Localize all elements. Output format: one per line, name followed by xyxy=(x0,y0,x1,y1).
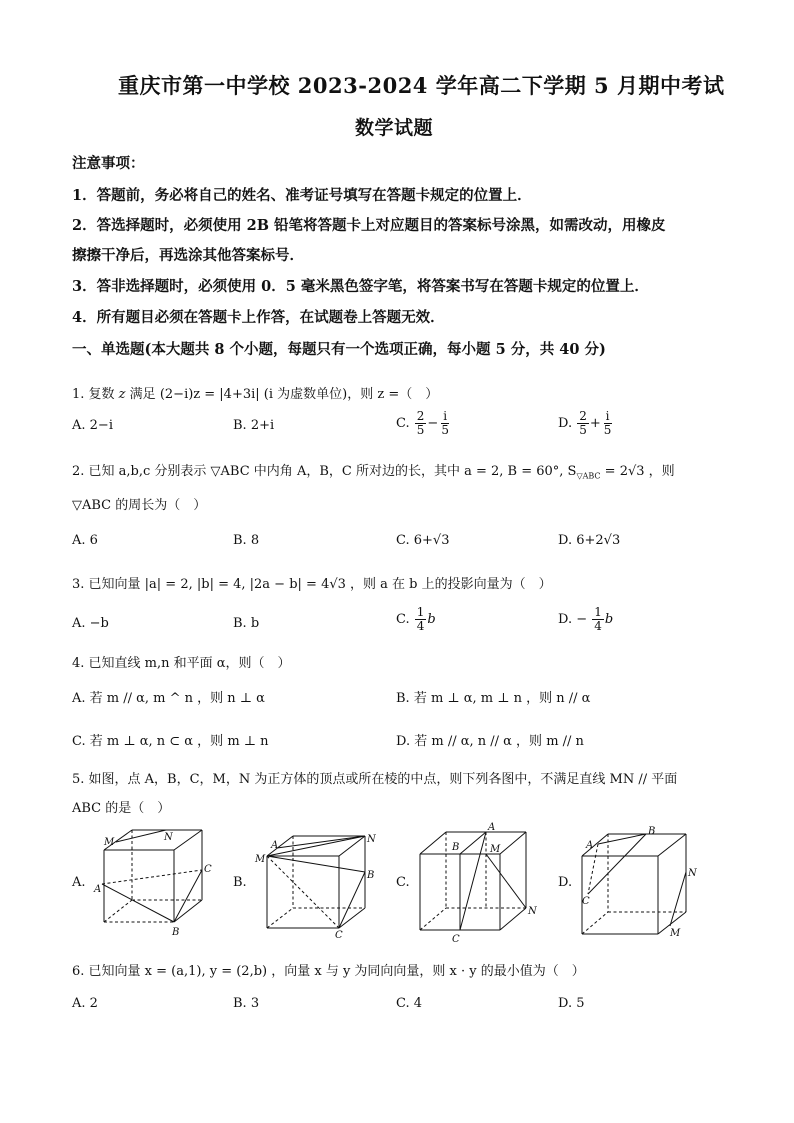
q3-d-vec: b xyxy=(604,612,614,627)
q5a-label-n: N xyxy=(164,832,173,843)
q1-var-z: z xyxy=(114,387,130,402)
q5a-label-a: A xyxy=(94,884,102,895)
q2-option-c[interactable]: C. 6+√3 xyxy=(396,533,450,548)
q5b-label-c: C xyxy=(335,930,343,941)
note-item-3: 3．答非选择题时，必须使用 0．5 毫米黑色签字笔，将答案书写在答题卡规定的位置上． xyxy=(72,278,649,295)
question-4: 4. 已知直线 m,n 和平面 α，则（ ） xyxy=(72,656,291,671)
q5d-label-n: N xyxy=(688,868,697,879)
section-heading: 一、单选题(本大题共 8 个小题，每题只有一个选项正确，每小题 5 分，共 40 分) xyxy=(72,341,606,358)
q3-option-a[interactable]: A. −b xyxy=(72,616,109,631)
q2-option-d[interactable]: D. 6+2√3 xyxy=(558,533,621,548)
q5a-label-m: M xyxy=(104,837,115,848)
q2-text-end: = 2√3 ，则 xyxy=(600,464,675,479)
q1-c-frac-2: $\frac{i}{5}$ xyxy=(441,409,449,437)
q1-option-b[interactable]: B. 2+i xyxy=(233,418,275,433)
q5-option-d[interactable]: D. xyxy=(558,875,573,890)
q4-option-a[interactable]: A. 若 m // α, m ^ n ，则 n ⊥ α xyxy=(72,691,265,706)
q5b-label-b: B xyxy=(367,870,375,881)
q5c-label-m: M xyxy=(490,844,501,855)
q2-subscript: ▽ABC xyxy=(576,471,601,481)
q1-stem-b: 满足 xyxy=(129,387,156,402)
q5a-label-b: B xyxy=(172,927,180,938)
q4-option-d[interactable]: D. 若 m // α, n // α ，则 m // n xyxy=(396,734,584,749)
q4-option-b[interactable]: B. 若 m ⊥ α, m ⊥ n ，则 n // α xyxy=(396,691,591,706)
question-1 xyxy=(72,383,438,402)
q1-d-op: + xyxy=(589,416,601,431)
q5-figure-b xyxy=(255,828,385,941)
q1-option-d-label: D. xyxy=(558,416,573,431)
question-5-line-2: ABC 的是（ ） xyxy=(72,801,171,816)
exam-subtitle: 数学试题 xyxy=(355,117,434,139)
q6-option-c[interactable]: C. 4 xyxy=(396,996,423,1011)
note-item-4: 4．所有题目必须在答题卡上作答，在试题卷上答题无效． xyxy=(72,309,445,326)
exam-title: 重庆市第一中学校 2023-2024 学年高二下学期 5 月期中考试 xyxy=(118,73,725,98)
q3-option-d-label: D. − xyxy=(558,612,588,627)
question-2-line-1 xyxy=(72,460,675,481)
q5d-label-a: A xyxy=(586,840,594,851)
q3-option-d[interactable] xyxy=(558,606,613,633)
q6-option-d[interactable]: D. 5 xyxy=(558,996,585,1011)
q5-figure-a xyxy=(92,822,222,938)
q5c-label-a: A xyxy=(488,822,496,833)
q3-option-c[interactable] xyxy=(396,606,436,633)
q1-stem-a: 1. 复数 xyxy=(72,387,115,402)
q1-stem-c: (i 为虚数单位)，则 z =（ ） xyxy=(263,387,439,402)
q3-option-c-label: C. xyxy=(396,612,410,627)
q1-option-c[interactable] xyxy=(396,410,452,437)
q5-option-c[interactable]: C. xyxy=(396,875,410,890)
q1-option-c-label: C. xyxy=(396,416,410,431)
q5a-label-c: C xyxy=(204,864,212,875)
q1-c-frac-1: $\frac{2}{5}$ xyxy=(416,409,425,437)
q5c-label-b: B xyxy=(452,842,460,853)
q3-c-frac: $\frac{1}{4}$ xyxy=(416,605,425,633)
notes-heading: 注意事项： xyxy=(72,155,145,172)
q5c-label-c: C xyxy=(452,934,460,945)
q5d-label-c: C xyxy=(582,896,590,907)
note-item-1: 1．答题前，务必将自己的姓名、准考证号填写在答题卡规定的位置上． xyxy=(72,187,532,204)
q1-d-frac-1: $\frac{2}{5}$ xyxy=(579,409,587,437)
q5-figure-c xyxy=(414,822,544,945)
q3-d-frac: $\frac{1}{4}$ xyxy=(594,605,602,633)
q2-option-b[interactable]: B. 8 xyxy=(233,533,260,548)
q1-c-op: − xyxy=(427,416,439,431)
question-3: 3. 已知向量 |a| = 2, |b| = 4, |2a − b| = 4√3 ，则 a 在 b 上的投影向量为（ ） xyxy=(72,577,552,592)
q3-c-vec: b xyxy=(427,612,436,627)
q3-option-b[interactable]: B. b xyxy=(233,616,260,631)
q2-text: 2. 已知 a,b,c 分别表示 ▽ABC 中内角 A，B，C 所对边的长，其中 a = 2, B = 60°, S xyxy=(72,464,577,479)
q1-equation: (2−i)z = |4+3i| xyxy=(159,387,260,402)
q2-option-a[interactable]: A. 6 xyxy=(72,533,98,548)
q5d-label-m: M xyxy=(670,928,681,939)
q5-option-b[interactable]: B. xyxy=(233,875,247,890)
q1-option-d[interactable] xyxy=(558,410,614,437)
q5c-label-n: N xyxy=(528,906,537,917)
q5b-label-n: N xyxy=(367,834,376,845)
q6-option-a[interactable]: A. 2 xyxy=(72,996,98,1011)
q4-option-c[interactable]: C. 若 m ⊥ α, n ⊂ α ，则 m ⊥ n xyxy=(72,734,269,749)
q6-option-b[interactable]: B. 3 xyxy=(233,996,260,1011)
note-item-2: 2．答选择题时，必须使用 2B 铅笔将答题卡上对应题目的答案标号涂黑，如需改动，用橡皮 xyxy=(72,217,666,234)
note-item-2-cont: 擦擦干净后，再选涂其他答案标号． xyxy=(72,247,304,264)
question-2-line-2: ▽ABC 的周长为（ ） xyxy=(72,498,207,513)
q5b-label-a: A xyxy=(271,840,279,851)
q5-option-a[interactable]: A. xyxy=(72,875,86,890)
q5b-label-m: M xyxy=(255,854,266,865)
q5d-label-b: B xyxy=(648,826,656,837)
q1-d-frac-2: $\frac{i}{5}$ xyxy=(603,409,612,437)
question-5-line-1: 5. 如图，点 A，B，C，M，N 为正方体的顶点或所在棱的中点，则下列各图中，不满足直线 MN // 平面 xyxy=(72,772,678,787)
q5-figure-d xyxy=(576,824,706,940)
q1-option-a[interactable]: A. 2−i xyxy=(72,418,113,433)
question-6: 6. 已知向量 x = (a,1), y = (2,b) ，向量 x 与 y 为同向向量，则 x · y 的最小值为（ ） xyxy=(72,964,585,979)
